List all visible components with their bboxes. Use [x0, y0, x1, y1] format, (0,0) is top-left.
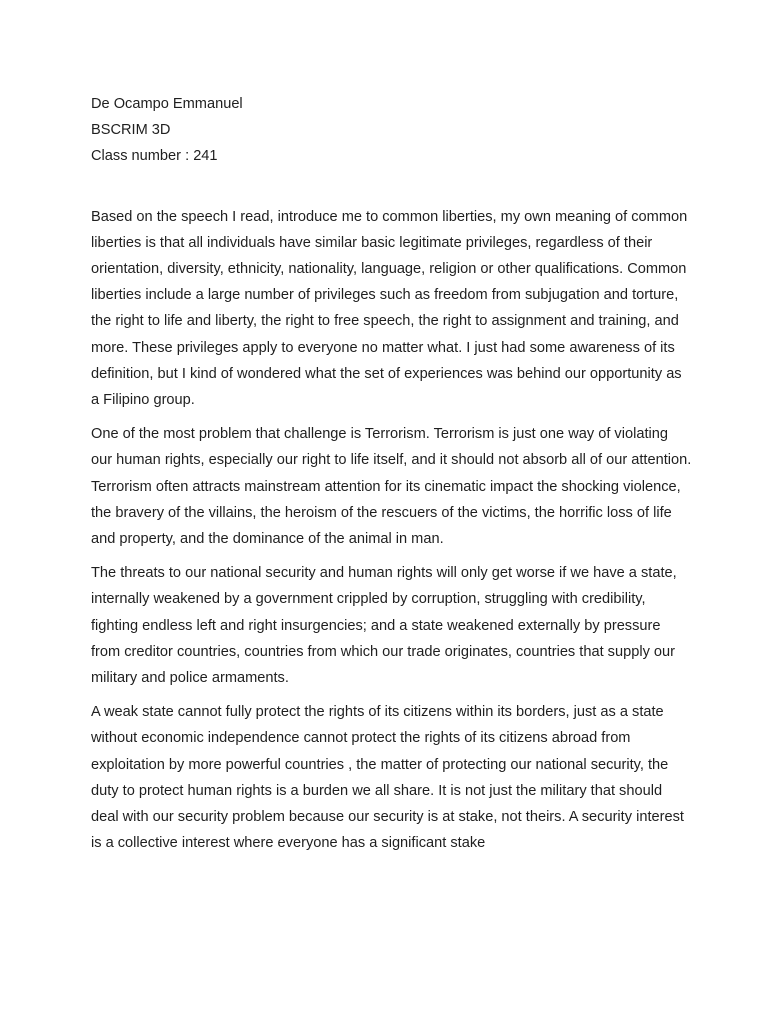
paragraph-2: One of the most problem that challenge is Terrorism. Terrorism is just one way of violating our human rights, especially our right to life itself, and it should not absorb all of our attention. Terrorism often attracts mainstream attention for its cinematic impact the shocking violence, the bravery of the villains, the heroism of the rescuers of the victims, the horrific loss of life and property, and the dominance of the animal in man. [91, 426, 692, 548]
document-body [91, 91, 693, 864]
paragraph-4: A weak state cannot fully protect the rights of its citizens within its borders, just as a state without economic independence cannot protect the rights of its citizens abroad from exploitation by more powerful countries , the matter of protecting our national security, the duty to protect human rights is a burden we all share. It is not just the military that should deal with our security problem because our security is at stake, not theirs. A security interest is a collective interest where everyone has a significant stake [91, 704, 684, 852]
course-section: BSCRIM 3D [91, 122, 171, 139]
paragraph-1: Based on the speech I read, introduce me to common liberties, my own meaning of common liberties is that all individuals have similar basic legitimate privileges, regardless of their orientation, diversity, ethnicity, nationality, language, religion or other qualifications. Common liberties include a large number of privileges such as freedom from subjugation and torture, the right to life and liberty, the right to free speech, the right to assignment and training, and more. These privileges apply to everyone no matter what. I just had some awareness of its definition, but I kind of wondered what the set of experiences was behind our opportunity as a Filipino group. [91, 208, 688, 409]
class-number: Class number : 241 [91, 148, 218, 165]
author-name: De Ocampo Emmanuel [91, 96, 243, 112]
header-spacer [91, 170, 693, 204]
paragraph-3: The threats to our national security and human rights will only get worse if we have a state, internally weakened by a government crippled by corruption, struggling with credibility, fighting endless left and right insurgencies; and a state weakened externally by pressure from creditor countries, countries from which our trade originates, countries that supply our military and police armaments. [91, 565, 677, 687]
